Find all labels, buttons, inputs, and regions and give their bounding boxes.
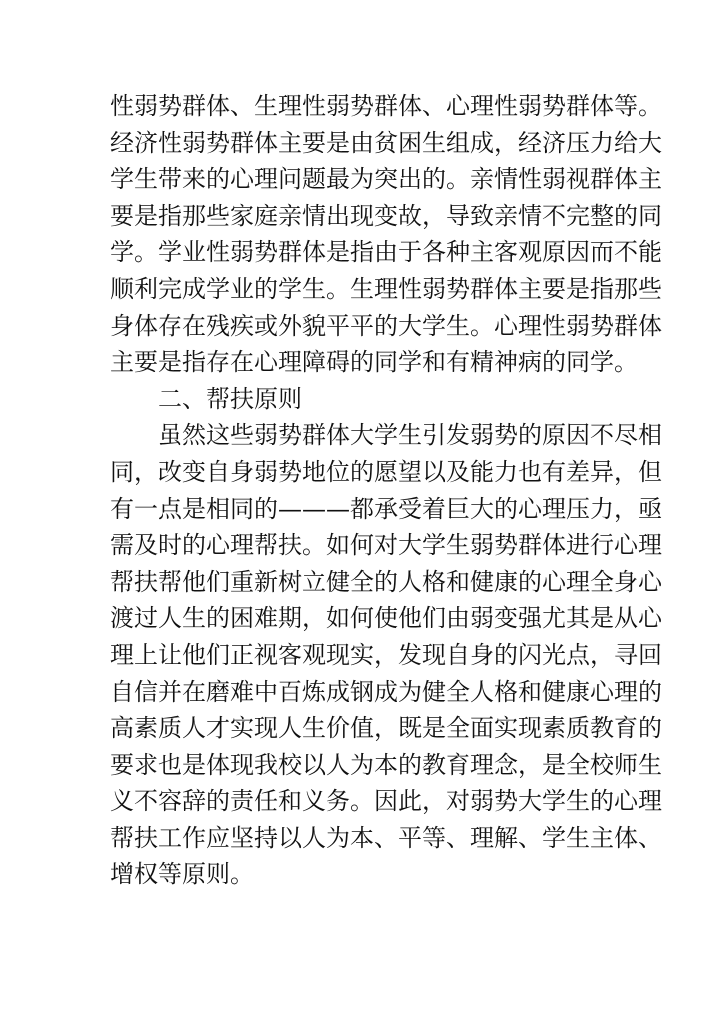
- body-text: [110, 88, 662, 893]
- text-line: 帮扶工作应坚持以人为本、平等、理解、学生主体、: [110, 823, 662, 852]
- text-line: 增权等原则。: [110, 860, 254, 889]
- text-line: 有一点是相同的———都承受着巨大的心理压力，亟: [110, 494, 662, 523]
- text-line: 身体存在残疾或外貌平平的大学生。心理性弱势群体: [110, 311, 662, 340]
- text-line: 理上让他们正视客观现实，发现自身的闪光点，寻回: [110, 640, 662, 669]
- text-line: 需及时的心理帮扶。如何对大学生弱势群体进行心理: [110, 531, 662, 560]
- text-line: 经济性弱势群体主要是由贫困生组成，经济压力给大: [110, 128, 662, 157]
- text-line: 学。学业性弱势群体是指由于各种主客观原因而不能: [110, 238, 662, 267]
- text-line: 要是指那些家庭亲情出现变故，导致亲情不完整的同: [110, 201, 662, 230]
- text-line: 帮扶帮他们重新树立健全的人格和健康的心理全身心: [110, 567, 662, 596]
- text-line: 义不容辞的责任和义务。因此，对弱势大学生的心理: [110, 787, 662, 816]
- text-line: 要求也是体现我校以人为本的教育理念，是全校师生: [110, 750, 662, 779]
- text-line: 性弱势群体、生理性弱势群体、心理性弱势群体等。: [110, 92, 662, 120]
- text-line: 二、帮扶原则: [158, 384, 302, 413]
- text-line: 高素质人才实现人生价值，既是全面实现素质教育的: [110, 714, 662, 743]
- text-line: 主要是指存在心理障碍的同学和有精神病的同学。: [110, 348, 638, 377]
- text-line: 学生带来的心理问题最为突出的。亲情性弱视群体主: [110, 165, 662, 194]
- text-line: 渡过人生的困难期，如何使他们由弱变强尤其是从心: [110, 604, 662, 633]
- text-line: 同，改变自身弱势地位的愿望以及能力也有差异，但: [110, 457, 662, 486]
- text-line: 顺利完成学业的学生。生理性弱势群体主要是指那些: [110, 274, 662, 303]
- text-line: 虽然这些弱势群体大学生引发弱势的原因不尽相: [158, 421, 662, 450]
- text-line: 自信并在磨难中百炼成钢成为健全人格和健康心理的: [110, 677, 662, 706]
